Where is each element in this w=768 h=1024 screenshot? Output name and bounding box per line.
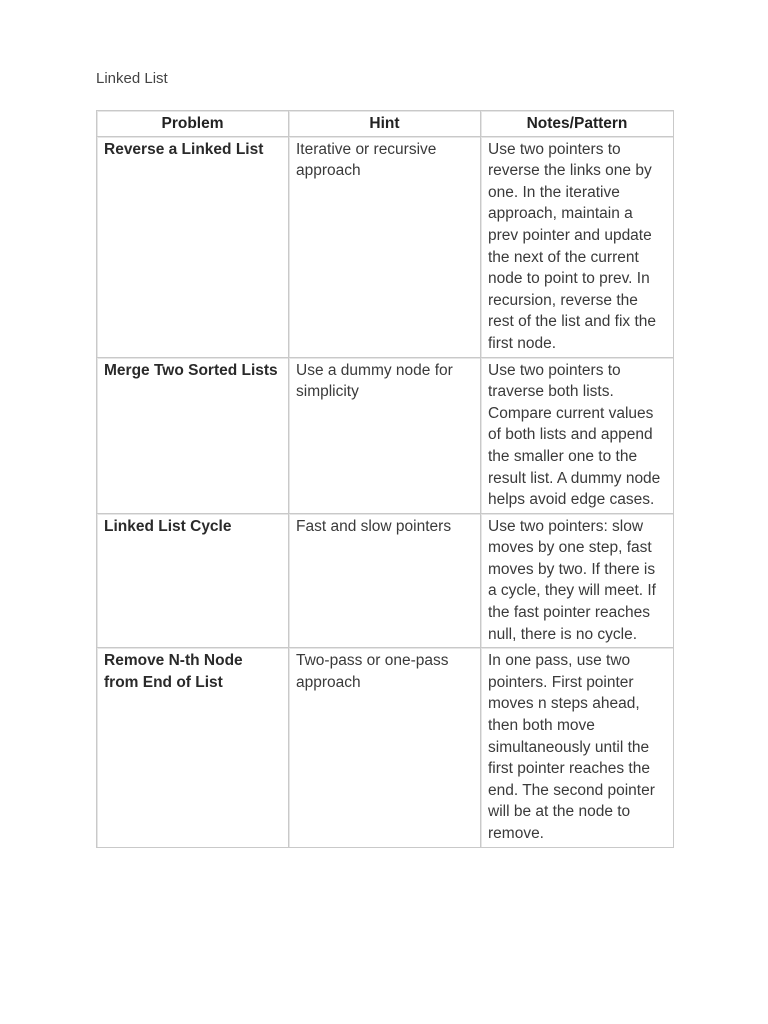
table-header: [97, 111, 674, 137]
table-body: [97, 137, 674, 848]
table-row: [97, 137, 674, 358]
document-title: Linked List: [96, 70, 168, 87]
hint-cell: Use a dummy node for simplicity: [289, 358, 481, 514]
notes-cell: Use two pointers to traverse both lists. Compare current values of both lists and append the smaller one to the result list. A dummy node helps avoid edge cases.: [481, 358, 674, 514]
table-row: [97, 358, 674, 514]
header-hint: Hint: [289, 111, 481, 137]
notes-cell: Use two pointers to reverse the links one by one. In the iterative approach, maintain a prev pointer and update the next of the current node to point to prev. In recursion, reverse the rest of the list and fix the first node.: [481, 137, 674, 358]
table-row: [97, 514, 674, 649]
problem-cell: Linked List Cycle: [97, 514, 289, 649]
linked-list-problems-table: [96, 110, 674, 848]
problem-cell: Remove N-th Node from End of List: [97, 648, 289, 847]
hint-cell: Fast and slow pointers: [289, 514, 481, 649]
notes-cell: Use two pointers: slow moves by one step, fast moves by two. If there is a cycle, they will meet. If the fast pointer reaches null, there is no cycle.: [481, 514, 674, 649]
table-row: [97, 648, 674, 847]
hint-cell: Iterative or recursive approach: [289, 137, 481, 358]
problem-cell: Merge Two Sorted Lists: [97, 358, 289, 514]
header-notes-pattern: Notes/Pattern: [481, 111, 674, 137]
problem-cell: Reverse a Linked List: [97, 137, 289, 358]
hint-cell: Two-pass or one-pass approach: [289, 648, 481, 847]
header-problem: Problem: [97, 111, 289, 137]
header-row: [97, 111, 674, 137]
notes-cell: In one pass, use two pointers. First pointer moves n steps ahead, then both move simultaneously until the first pointer reaches the end. The second pointer will be at the node to remove.: [481, 648, 674, 847]
